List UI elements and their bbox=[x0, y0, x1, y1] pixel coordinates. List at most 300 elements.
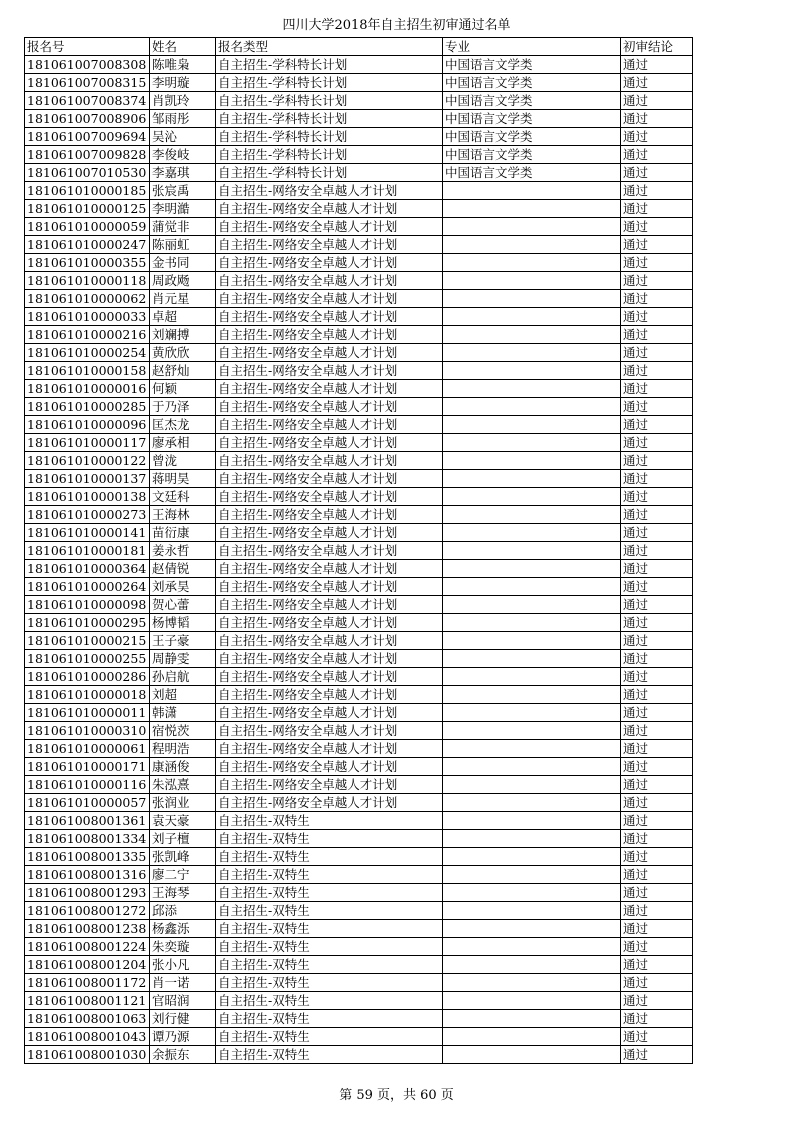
cell-name: 苗衍康 bbox=[150, 524, 216, 542]
cell-name: 肖一诺 bbox=[150, 974, 216, 992]
cell-id: 181061008001063 bbox=[25, 1010, 150, 1028]
cell-result: 通过 bbox=[621, 146, 693, 164]
cell-id: 181061010000138 bbox=[25, 488, 150, 506]
cell-major bbox=[443, 632, 621, 650]
cell-id: 181061008001334 bbox=[25, 830, 150, 848]
cell-result: 通过 bbox=[621, 452, 693, 470]
cell-type: 自主招生-学科特长计划 bbox=[216, 74, 443, 92]
cell-major: 中国语言文学类 bbox=[443, 146, 621, 164]
table-row bbox=[25, 866, 693, 884]
cell-id: 181061007009694 bbox=[25, 128, 150, 146]
table-row bbox=[25, 74, 693, 92]
cell-id: 181061010000018 bbox=[25, 686, 150, 704]
cell-id: 181061008001335 bbox=[25, 848, 150, 866]
table-row bbox=[25, 884, 693, 902]
cell-major bbox=[443, 812, 621, 830]
cell-id: 181061008001238 bbox=[25, 920, 150, 938]
cell-type: 自主招生-网络安全卓越人才计划 bbox=[216, 614, 443, 632]
table-row bbox=[25, 146, 693, 164]
cell-result: 通过 bbox=[621, 902, 693, 920]
table-row bbox=[25, 92, 693, 110]
cell-type: 自主招生-网络安全卓越人才计划 bbox=[216, 416, 443, 434]
cell-major bbox=[443, 362, 621, 380]
cell-name: 吴沁 bbox=[150, 128, 216, 146]
cell-result: 通过 bbox=[621, 542, 693, 560]
cell-id: 181061010000295 bbox=[25, 614, 150, 632]
cell-result: 通过 bbox=[621, 1028, 693, 1046]
cell-id: 181061010000011 bbox=[25, 704, 150, 722]
cell-id: 181061008001121 bbox=[25, 992, 150, 1010]
cell-type: 自主招生-网络安全卓越人才计划 bbox=[216, 272, 443, 290]
cell-major bbox=[443, 902, 621, 920]
cell-id: 181061010000355 bbox=[25, 254, 150, 272]
cell-major bbox=[443, 506, 621, 524]
table-row bbox=[25, 794, 693, 812]
table-row bbox=[25, 596, 693, 614]
admission-table bbox=[24, 37, 693, 1064]
cell-id: 181061010000364 bbox=[25, 560, 150, 578]
cell-major bbox=[443, 182, 621, 200]
table-row bbox=[25, 578, 693, 596]
cell-name: 刘承昊 bbox=[150, 578, 216, 596]
cell-result: 通过 bbox=[621, 920, 693, 938]
cell-major bbox=[443, 290, 621, 308]
table-row bbox=[25, 200, 693, 218]
cell-type: 自主招生-学科特长计划 bbox=[216, 56, 443, 74]
cell-name: 张凯峰 bbox=[150, 848, 216, 866]
table-row bbox=[25, 704, 693, 722]
cell-type: 自主招生-学科特长计划 bbox=[216, 110, 443, 128]
table-row bbox=[25, 758, 693, 776]
cell-major bbox=[443, 704, 621, 722]
table-row bbox=[25, 830, 693, 848]
cell-major bbox=[443, 236, 621, 254]
cell-id: 181061008001272 bbox=[25, 902, 150, 920]
cell-name: 贺心蕾 bbox=[150, 596, 216, 614]
table-row bbox=[25, 686, 693, 704]
table-row bbox=[25, 632, 693, 650]
table-row bbox=[25, 956, 693, 974]
cell-result: 通过 bbox=[621, 1046, 693, 1064]
table-row bbox=[25, 416, 693, 434]
cell-id: 181061010000117 bbox=[25, 434, 150, 452]
cell-type: 自主招生-网络安全卓越人才计划 bbox=[216, 344, 443, 362]
cell-name: 陈唯枭 bbox=[150, 56, 216, 74]
cell-id: 181061010000185 bbox=[25, 182, 150, 200]
cell-result: 通过 bbox=[621, 830, 693, 848]
cell-id: 181061010000016 bbox=[25, 380, 150, 398]
cell-type: 自主招生-双特生 bbox=[216, 866, 443, 884]
cell-result: 通过 bbox=[621, 56, 693, 74]
cell-major bbox=[443, 596, 621, 614]
cell-id: 181061010000285 bbox=[25, 398, 150, 416]
cell-name: 刘斓搏 bbox=[150, 326, 216, 344]
cell-id: 181061007009828 bbox=[25, 146, 150, 164]
table-row bbox=[25, 326, 693, 344]
cell-type: 自主招生-网络安全卓越人才计划 bbox=[216, 326, 443, 344]
cell-name: 李明璇 bbox=[150, 74, 216, 92]
cell-type: 自主招生-网络安全卓越人才计划 bbox=[216, 524, 443, 542]
cell-type: 自主招生-网络安全卓越人才计划 bbox=[216, 182, 443, 200]
cell-major bbox=[443, 326, 621, 344]
cell-major bbox=[443, 434, 621, 452]
cell-result: 通过 bbox=[621, 794, 693, 812]
cell-result: 通过 bbox=[621, 884, 693, 902]
table-row bbox=[25, 56, 693, 74]
table-row bbox=[25, 308, 693, 326]
table-row bbox=[25, 992, 693, 1010]
table-row bbox=[25, 344, 693, 362]
cell-major bbox=[443, 488, 621, 506]
cell-result: 通过 bbox=[621, 164, 693, 182]
cell-id: 181061010000158 bbox=[25, 362, 150, 380]
column-header-name: 姓名 bbox=[150, 38, 216, 56]
cell-name: 蒲觉非 bbox=[150, 218, 216, 236]
cell-type: 自主招生-网络安全卓越人才计划 bbox=[216, 596, 443, 614]
table-row bbox=[25, 362, 693, 380]
cell-type: 自主招生-网络安全卓越人才计划 bbox=[216, 254, 443, 272]
cell-name: 肖凯玲 bbox=[150, 92, 216, 110]
cell-name: 张小凡 bbox=[150, 956, 216, 974]
cell-result: 通过 bbox=[621, 722, 693, 740]
table-row bbox=[25, 524, 693, 542]
table-row bbox=[25, 1028, 693, 1046]
cell-major bbox=[443, 470, 621, 488]
table-row bbox=[25, 272, 693, 290]
table-row bbox=[25, 398, 693, 416]
cell-id: 181061010000057 bbox=[25, 794, 150, 812]
cell-id: 181061010000059 bbox=[25, 218, 150, 236]
cell-name: 何颖 bbox=[150, 380, 216, 398]
cell-id: 181061010000286 bbox=[25, 668, 150, 686]
cell-result: 通过 bbox=[621, 524, 693, 542]
cell-result: 通过 bbox=[621, 812, 693, 830]
cell-result: 通过 bbox=[621, 326, 693, 344]
cell-id: 181061010000273 bbox=[25, 506, 150, 524]
cell-major bbox=[443, 884, 621, 902]
cell-major bbox=[443, 254, 621, 272]
cell-result: 通过 bbox=[621, 560, 693, 578]
cell-major bbox=[443, 1010, 621, 1028]
table-row bbox=[25, 668, 693, 686]
cell-name: 宿悦茨 bbox=[150, 722, 216, 740]
cell-type: 自主招生-双特生 bbox=[216, 1046, 443, 1064]
cell-major bbox=[443, 1046, 621, 1064]
cell-major: 中国语言文学类 bbox=[443, 74, 621, 92]
cell-type: 自主招生-学科特长计划 bbox=[216, 164, 443, 182]
cell-result: 通过 bbox=[621, 848, 693, 866]
cell-result: 通过 bbox=[621, 272, 693, 290]
cell-name: 赵舒灿 bbox=[150, 362, 216, 380]
cell-result: 通过 bbox=[621, 308, 693, 326]
cell-major bbox=[443, 218, 621, 236]
cell-result: 通过 bbox=[621, 254, 693, 272]
cell-id: 181061010000254 bbox=[25, 344, 150, 362]
cell-result: 通过 bbox=[621, 776, 693, 794]
table-row bbox=[25, 470, 693, 488]
cell-id: 181061007008374 bbox=[25, 92, 150, 110]
cell-result: 通过 bbox=[621, 596, 693, 614]
cell-name: 廖二宁 bbox=[150, 866, 216, 884]
table-row bbox=[25, 902, 693, 920]
cell-major bbox=[443, 560, 621, 578]
cell-major: 中国语言文学类 bbox=[443, 164, 621, 182]
table-row bbox=[25, 974, 693, 992]
cell-id: 181061010000310 bbox=[25, 722, 150, 740]
cell-type: 自主招生-网络安全卓越人才计划 bbox=[216, 560, 443, 578]
cell-name: 李俊岐 bbox=[150, 146, 216, 164]
cell-result: 通过 bbox=[621, 704, 693, 722]
table-row bbox=[25, 290, 693, 308]
cell-major bbox=[443, 758, 621, 776]
cell-type: 自主招生-网络安全卓越人才计划 bbox=[216, 218, 443, 236]
cell-result: 通过 bbox=[621, 344, 693, 362]
cell-type: 自主招生-网络安全卓越人才计划 bbox=[216, 506, 443, 524]
cell-type: 自主招生-网络安全卓越人才计划 bbox=[216, 722, 443, 740]
cell-name: 文廷科 bbox=[150, 488, 216, 506]
table-row bbox=[25, 560, 693, 578]
cell-name: 刘行健 bbox=[150, 1010, 216, 1028]
cell-result: 通过 bbox=[621, 218, 693, 236]
cell-type: 自主招生-网络安全卓越人才计划 bbox=[216, 686, 443, 704]
cell-result: 通过 bbox=[621, 470, 693, 488]
cell-id: 181061007008315 bbox=[25, 74, 150, 92]
cell-name: 余振东 bbox=[150, 1046, 216, 1064]
cell-major bbox=[443, 776, 621, 794]
table-row bbox=[25, 434, 693, 452]
table-row bbox=[25, 1046, 693, 1064]
cell-result: 通过 bbox=[621, 362, 693, 380]
cell-name: 张润业 bbox=[150, 794, 216, 812]
cell-major bbox=[443, 380, 621, 398]
cell-major bbox=[443, 956, 621, 974]
cell-major: 中国语言文学类 bbox=[443, 128, 621, 146]
cell-major: 中国语言文学类 bbox=[443, 92, 621, 110]
cell-name: 孙启航 bbox=[150, 668, 216, 686]
cell-result: 通过 bbox=[621, 110, 693, 128]
cell-type: 自主招生-网络安全卓越人才计划 bbox=[216, 794, 443, 812]
table-row bbox=[25, 128, 693, 146]
cell-result: 通过 bbox=[621, 650, 693, 668]
table-header-row bbox=[25, 38, 693, 56]
cell-id: 181061008001204 bbox=[25, 956, 150, 974]
cell-result: 通过 bbox=[621, 74, 693, 92]
cell-name: 官昭润 bbox=[150, 992, 216, 1010]
cell-name: 周政飏 bbox=[150, 272, 216, 290]
cell-id: 181061010000033 bbox=[25, 308, 150, 326]
cell-name: 袁天豪 bbox=[150, 812, 216, 830]
cell-id: 181061008001043 bbox=[25, 1028, 150, 1046]
cell-type: 自主招生-网络安全卓越人才计划 bbox=[216, 200, 443, 218]
cell-type: 自主招生-双特生 bbox=[216, 938, 443, 956]
table-row bbox=[25, 722, 693, 740]
page-title: 四川大学2018年自主招生初审通过名单 bbox=[282, 18, 511, 33]
cell-result: 通过 bbox=[621, 1010, 693, 1028]
cell-id: 181061010000216 bbox=[25, 326, 150, 344]
cell-major bbox=[443, 650, 621, 668]
cell-name: 王海琴 bbox=[150, 884, 216, 902]
cell-name: 蒋明昊 bbox=[150, 470, 216, 488]
column-header-id: 报名号 bbox=[25, 38, 150, 56]
cell-major bbox=[443, 452, 621, 470]
cell-major bbox=[443, 992, 621, 1010]
cell-result: 通过 bbox=[621, 992, 693, 1010]
cell-result: 通过 bbox=[621, 128, 693, 146]
cell-result: 通过 bbox=[621, 92, 693, 110]
cell-name: 于乃泽 bbox=[150, 398, 216, 416]
cell-name: 朱泓熹 bbox=[150, 776, 216, 794]
cell-name: 周静雯 bbox=[150, 650, 216, 668]
cell-result: 通过 bbox=[621, 434, 693, 452]
cell-major bbox=[443, 794, 621, 812]
cell-id: 181061010000096 bbox=[25, 416, 150, 434]
cell-result: 通过 bbox=[621, 758, 693, 776]
cell-name: 邹雨彤 bbox=[150, 110, 216, 128]
cell-type: 自主招生-网络安全卓越人才计划 bbox=[216, 740, 443, 758]
cell-result: 通过 bbox=[621, 182, 693, 200]
cell-id: 181061008001030 bbox=[25, 1046, 150, 1064]
cell-major bbox=[443, 722, 621, 740]
cell-name: 匡杰龙 bbox=[150, 416, 216, 434]
cell-result: 通过 bbox=[621, 974, 693, 992]
cell-type: 自主招生-双特生 bbox=[216, 956, 443, 974]
table-row bbox=[25, 812, 693, 830]
cell-result: 通过 bbox=[621, 200, 693, 218]
cell-major bbox=[443, 866, 621, 884]
table-row bbox=[25, 650, 693, 668]
cell-id: 181061010000171 bbox=[25, 758, 150, 776]
cell-name: 杨博韬 bbox=[150, 614, 216, 632]
cell-id: 181061007008308 bbox=[25, 56, 150, 74]
cell-type: 自主招生-双特生 bbox=[216, 812, 443, 830]
cell-result: 通过 bbox=[621, 866, 693, 884]
cell-name: 卓超 bbox=[150, 308, 216, 326]
cell-id: 181061010000061 bbox=[25, 740, 150, 758]
cell-id: 181061010000116 bbox=[25, 776, 150, 794]
cell-major: 中国语言文学类 bbox=[443, 110, 621, 128]
cell-type: 自主招生-网络安全卓越人才计划 bbox=[216, 488, 443, 506]
cell-name: 谭乃源 bbox=[150, 1028, 216, 1046]
cell-major bbox=[443, 200, 621, 218]
cell-id: 181061010000181 bbox=[25, 542, 150, 560]
cell-type: 自主招生-网络安全卓越人才计划 bbox=[216, 452, 443, 470]
cell-type: 自主招生-学科特长计划 bbox=[216, 128, 443, 146]
cell-major bbox=[443, 272, 621, 290]
cell-type: 自主招生-网络安全卓越人才计划 bbox=[216, 290, 443, 308]
cell-major bbox=[443, 1028, 621, 1046]
cell-type: 自主招生-网络安全卓越人才计划 bbox=[216, 704, 443, 722]
cell-name: 赵倩锐 bbox=[150, 560, 216, 578]
cell-major bbox=[443, 830, 621, 848]
table-row bbox=[25, 614, 693, 632]
cell-type: 自主招生-学科特长计划 bbox=[216, 146, 443, 164]
cell-type: 自主招生-网络安全卓越人才计划 bbox=[216, 236, 443, 254]
cell-type: 自主招生-双特生 bbox=[216, 884, 443, 902]
cell-type: 自主招生-双特生 bbox=[216, 920, 443, 938]
table-row bbox=[25, 182, 693, 200]
cell-name: 朱奕璇 bbox=[150, 938, 216, 956]
cell-type: 自主招生-双特生 bbox=[216, 848, 443, 866]
cell-major bbox=[443, 740, 621, 758]
table-row bbox=[25, 740, 693, 758]
cell-name: 刘子檀 bbox=[150, 830, 216, 848]
cell-name: 廖承相 bbox=[150, 434, 216, 452]
table-row bbox=[25, 920, 693, 938]
cell-major bbox=[443, 938, 621, 956]
table-row bbox=[25, 506, 693, 524]
cell-type: 自主招生-网络安全卓越人才计划 bbox=[216, 650, 443, 668]
cell-result: 通过 bbox=[621, 380, 693, 398]
cell-type: 自主招生-双特生 bbox=[216, 1010, 443, 1028]
page-footer: 第 59 页，共 60 页 bbox=[339, 1088, 454, 1103]
cell-id: 181061010000255 bbox=[25, 650, 150, 668]
table-row bbox=[25, 218, 693, 236]
cell-id: 181061010000125 bbox=[25, 200, 150, 218]
cell-id: 181061010000098 bbox=[25, 596, 150, 614]
cell-name: 姜永哲 bbox=[150, 542, 216, 560]
cell-name: 王海林 bbox=[150, 506, 216, 524]
cell-type: 自主招生-双特生 bbox=[216, 1028, 443, 1046]
cell-result: 通过 bbox=[621, 578, 693, 596]
cell-name: 黄欣欣 bbox=[150, 344, 216, 362]
cell-major bbox=[443, 398, 621, 416]
cell-id: 181061010000247 bbox=[25, 236, 150, 254]
cell-type: 自主招生-双特生 bbox=[216, 830, 443, 848]
cell-name: 曾泷 bbox=[150, 452, 216, 470]
cell-id: 181061010000118 bbox=[25, 272, 150, 290]
cell-result: 通过 bbox=[621, 506, 693, 524]
cell-major bbox=[443, 416, 621, 434]
cell-name: 邱添 bbox=[150, 902, 216, 920]
cell-major bbox=[443, 524, 621, 542]
cell-name: 李明澔 bbox=[150, 200, 216, 218]
cell-name: 刘超 bbox=[150, 686, 216, 704]
table-row bbox=[25, 848, 693, 866]
cell-result: 通过 bbox=[621, 416, 693, 434]
cell-id: 181061007010530 bbox=[25, 164, 150, 182]
cell-major bbox=[443, 668, 621, 686]
cell-type: 自主招生-双特生 bbox=[216, 992, 443, 1010]
column-header-result: 初审结论 bbox=[621, 38, 693, 56]
cell-major bbox=[443, 344, 621, 362]
cell-id: 181061010000137 bbox=[25, 470, 150, 488]
cell-type: 自主招生-网络安全卓越人才计划 bbox=[216, 542, 443, 560]
cell-type: 自主招生-网络安全卓越人才计划 bbox=[216, 380, 443, 398]
column-header-major: 专业 bbox=[443, 38, 621, 56]
cell-id: 181061008001316 bbox=[25, 866, 150, 884]
cell-name: 杨鑫泺 bbox=[150, 920, 216, 938]
column-header-type: 报名类型 bbox=[216, 38, 443, 56]
cell-id: 181061008001224 bbox=[25, 938, 150, 956]
table-row bbox=[25, 452, 693, 470]
table-row bbox=[25, 776, 693, 794]
cell-name: 张宸禹 bbox=[150, 182, 216, 200]
cell-type: 自主招生-网络安全卓越人才计划 bbox=[216, 362, 443, 380]
cell-id: 181061010000215 bbox=[25, 632, 150, 650]
table-row bbox=[25, 110, 693, 128]
cell-id: 181061007008906 bbox=[25, 110, 150, 128]
cell-type: 自主招生-网络安全卓越人才计划 bbox=[216, 632, 443, 650]
cell-type: 自主招生-双特生 bbox=[216, 902, 443, 920]
cell-type: 自主招生-双特生 bbox=[216, 974, 443, 992]
cell-type: 自主招生-网络安全卓越人才计划 bbox=[216, 308, 443, 326]
cell-result: 通过 bbox=[621, 290, 693, 308]
cell-result: 通过 bbox=[621, 938, 693, 956]
cell-major bbox=[443, 578, 621, 596]
cell-major bbox=[443, 686, 621, 704]
cell-type: 自主招生-网络安全卓越人才计划 bbox=[216, 776, 443, 794]
table-row bbox=[25, 938, 693, 956]
